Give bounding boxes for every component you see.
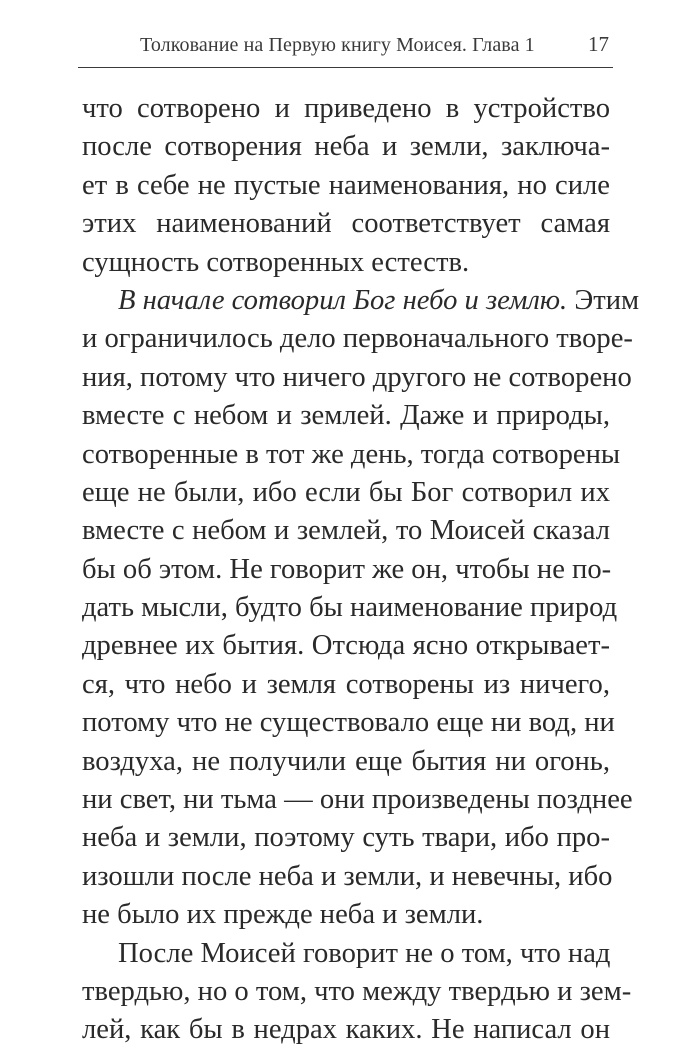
text-line: После Моисей говорит не о том, что над — [118, 937, 611, 969]
text-line: древнее их бытия. Отсюда ясно открывает- — [82, 630, 610, 662]
header-rule — [78, 67, 613, 68]
running-head — [78, 28, 613, 66]
text-line: изошли после неба и земли, и невечны, ибо — [82, 860, 613, 892]
text-line: вместе с небом и землей. Даже и природы, — [82, 400, 610, 432]
text-line: воздуха, не получили еще бытия ни огонь, — [82, 745, 610, 777]
text-line: лей, как бы в недрах каких. Не написал он — [82, 1014, 610, 1046]
paragraph-1 — [82, 90, 610, 282]
text-line: бы об этом. Не говорит же он, чтобы не по- — [82, 553, 612, 585]
text-line: этих наименований соответствует самая — [82, 208, 610, 240]
text-line: сущность сотворенных естеств. — [82, 246, 470, 278]
text-line — [82, 282, 640, 320]
text-line: еще не были, ибо если бы Бог сотворил их — [82, 476, 610, 508]
text-line: ни свет, ни тьма — они произведены позднее — [82, 784, 633, 816]
text-line: сотворенные в тот же день, тогда сотворены — [82, 438, 621, 470]
text-line: дать мысли, будто бы наименование природ — [82, 592, 618, 624]
scripture-quote: В начале сотворил Бог небо и землю. — [118, 284, 568, 316]
text-line: ся, что небо и земля сотворены из ничего, — [82, 668, 610, 700]
page-number: 17 — [588, 32, 609, 56]
running-title: Толкование на Первую книгу Моисея. Глава 1 — [140, 34, 535, 56]
text-fragment: Этим — [567, 284, 640, 316]
text-line: твердью, но о том, что между твердью и зем- — [82, 975, 632, 1007]
paragraph-2 — [82, 282, 640, 935]
text-line: потому что не существовало еще ни вод, ни — [82, 707, 615, 739]
text-line: не было их прежде неба и земли. — [82, 899, 484, 931]
text-line: неба и земли, поэтому суть твари, ибо про- — [82, 822, 610, 854]
text-line: ния, потому что ничего другого не сотворено — [82, 361, 632, 393]
body-text — [82, 90, 640, 1050]
text-line: что сотворено и приведено в устройство — [82, 93, 610, 124]
text-line: ет в себе не пустые наименования, но силе — [82, 169, 610, 201]
text-line: после сотворения неба и земли, заключа- — [82, 131, 610, 163]
paragraph-3 — [82, 935, 632, 1050]
text-line: вместе с небом и землей, то Моисей сказал — [82, 515, 610, 547]
text-line: и ограничилось дело первоначального творе- — [82, 323, 633, 355]
